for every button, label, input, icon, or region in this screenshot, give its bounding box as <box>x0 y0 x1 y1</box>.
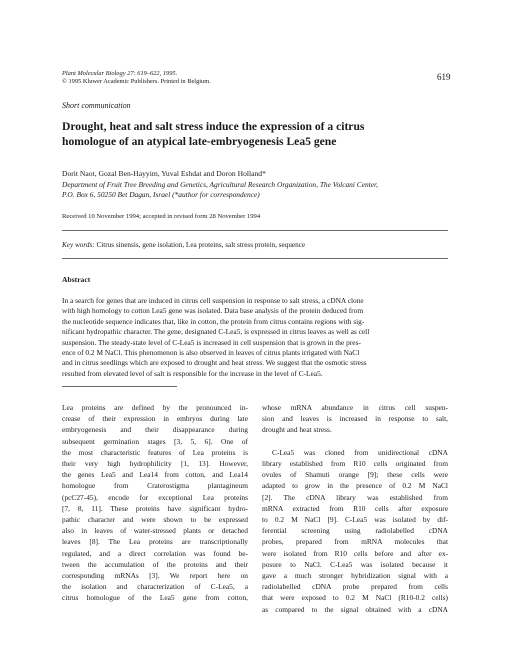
text-line: C-Lea5 was cloned from unidirectional cDNA <box>272 447 448 457</box>
affiliation <box>62 180 452 200</box>
keywords-text: Citrus sinensis, gene isolation, Lea proteins, salt stress protein, sequence <box>96 241 306 249</box>
title-line: Drought, heat and salt stress induce the expression of a citrus <box>62 120 365 133</box>
text-line: embryogenesis and their disappearance during <box>62 425 248 435</box>
text-line: sion and leaves is increased in response to salt, <box>262 414 448 424</box>
text-line: to 0.2 M NaCl [9]. C-Lea5 was isolated by dif- <box>262 515 448 525</box>
affiliation-line: Department of Fruit Tree Breeding and Genetics, Agricultural Research Organization, The Volcani Center, <box>62 180 378 189</box>
text-line: tween the accumulation of the proteins and their <box>62 559 248 569</box>
text-line: also in leaves of water-stressed plants or detached <box>62 526 248 536</box>
text-line: Lea proteins are defined by the pronounced in- <box>62 403 248 412</box>
text-line: subsequent germination stages [3, 5, 6]. One of <box>62 436 248 446</box>
affiliation-line: P.O. Box 6, 50250 Bet Dagan, Israel (*author for correspondence) <box>62 190 260 199</box>
text-line: In a search for genes that are induced in citrus cell suspension in response to salt stress, a cDNA clone <box>62 296 364 305</box>
copyright-line: © 1995 Kluwer Academic Publishers. Printed in Belgium. <box>62 78 211 86</box>
body-column-left <box>62 402 248 604</box>
text-line: as compared to the signal obtained with a cDNA <box>262 604 448 614</box>
text-line: their very high hydrophilicity [1, 13]. However, <box>62 459 248 469</box>
keywords <box>62 241 452 249</box>
journal-citation <box>62 70 211 86</box>
text-line: probes, prepared from mRNA molecules that <box>262 537 448 547</box>
title-line: homologue of an atypical late-embryogenesis Lea5 gene <box>62 134 337 148</box>
page-number: 619 <box>437 72 451 82</box>
divider <box>62 258 448 259</box>
text-line: mRNA extracted from R10 cells after exposure <box>262 503 448 513</box>
keywords-label: Key words: <box>62 241 95 249</box>
text-line: the isolation and characterization of C-Lea5, a <box>62 582 248 592</box>
divider <box>62 386 177 387</box>
text-line: homologue from Craterostigma plantagineum <box>62 481 248 491</box>
text-line: leaves [8]. The Lea proteins are transcriptionally <box>62 537 248 547</box>
text-line: drought and heat stress. <box>262 425 332 435</box>
text-line: crease of their expression in embryos during late <box>62 414 248 424</box>
text-line: whose mRNA abundance in citrus cell suspen- <box>262 403 448 412</box>
text-line: and in citrus seedlings which are exposed to drought and heat stress. We suggest that the osmotic stress <box>62 358 367 368</box>
text-line: ovules of Shamuti orange [9]; these cells were <box>262 470 448 480</box>
text-line: adapted to grow in the presence of 0.2 M NaCl <box>262 481 448 491</box>
text-line: radiolabelled cDNA probe prepared from cells <box>262 582 448 592</box>
text-line: regulated, and a direct correlation was found be- <box>62 548 248 558</box>
text-line: [2]. The cDNA library was established from <box>262 492 448 502</box>
received-dates: Received 10 November 1994; accepted in revised form 28 November 1994 <box>62 213 261 220</box>
text-line: resulted from elevated level of salt is responsible for the increase in the level of C-Lea5. <box>62 368 323 378</box>
text-line: ence of 0.2 M NaCl. This phenomenon is also observed in leaves of citrus plants irrigated with NaCl <box>62 348 360 358</box>
text-line: (pcC27-45), encode for exceptional Lea proteins <box>62 492 248 502</box>
text-line: pathic character and were shown to be expressed <box>62 515 248 525</box>
text-line: posure to NaCl. C-Lea5 was isolated because it <box>262 559 448 569</box>
text-line: the nucleotide sequence indicates that, like in cotton, the protein from citrus contains regions with sig- <box>62 316 365 326</box>
journal-line: Plant Molecular Biology 27: 619–622, 1995. <box>62 70 178 77</box>
text-line: the genes Lea5 and Lea14 from cotton, and Lea14 <box>62 470 248 480</box>
article-title <box>62 120 452 149</box>
text-line: citrus homologue of the Lea5 gene from cotton, <box>62 593 248 603</box>
text-line: with high homology to cotton Lea5 gene was isolated. Data base analysis of the protein deduced from <box>62 306 364 316</box>
abstract-body <box>62 296 448 379</box>
text-line: the most characteristic features of Lea proteins is <box>62 447 248 457</box>
text-line: library established from R10 cells originated from <box>262 459 448 468</box>
text-line: that were exposed to 0.2 M NaCl (R10-0.2 cells) <box>262 593 448 603</box>
text-line: nificant hydropathic character. The gene, designated C-Lea5, is expressed in citrus leaves as well as cell <box>62 327 370 337</box>
text-line: corresponding mRNAs [3]. We report here on <box>62 571 248 581</box>
paragraph-gap <box>262 436 448 447</box>
text-line: [7, 8, 11]. These proteins have significant hydro- <box>62 503 248 513</box>
text-line: suspension. The steady-state level of C-Lea5 is increased in cell suspension that is grown in the pres- <box>62 337 361 347</box>
section-label: Short communication <box>62 101 131 110</box>
abstract-heading: Abstract <box>62 275 91 284</box>
text-line: ferential screening using radiolabelled cDNA <box>262 526 448 536</box>
divider <box>62 230 448 231</box>
body-column-right <box>262 402 448 615</box>
text-line: were isolated from R10 cells before and after ex- <box>262 548 448 558</box>
text-line: gave a much stronger hybridization signal with a <box>262 571 448 581</box>
author-list: Dorit Naot, Gozal Ben-Hayyim, Yuval Eshdat and Doron Holland* <box>62 169 266 178</box>
